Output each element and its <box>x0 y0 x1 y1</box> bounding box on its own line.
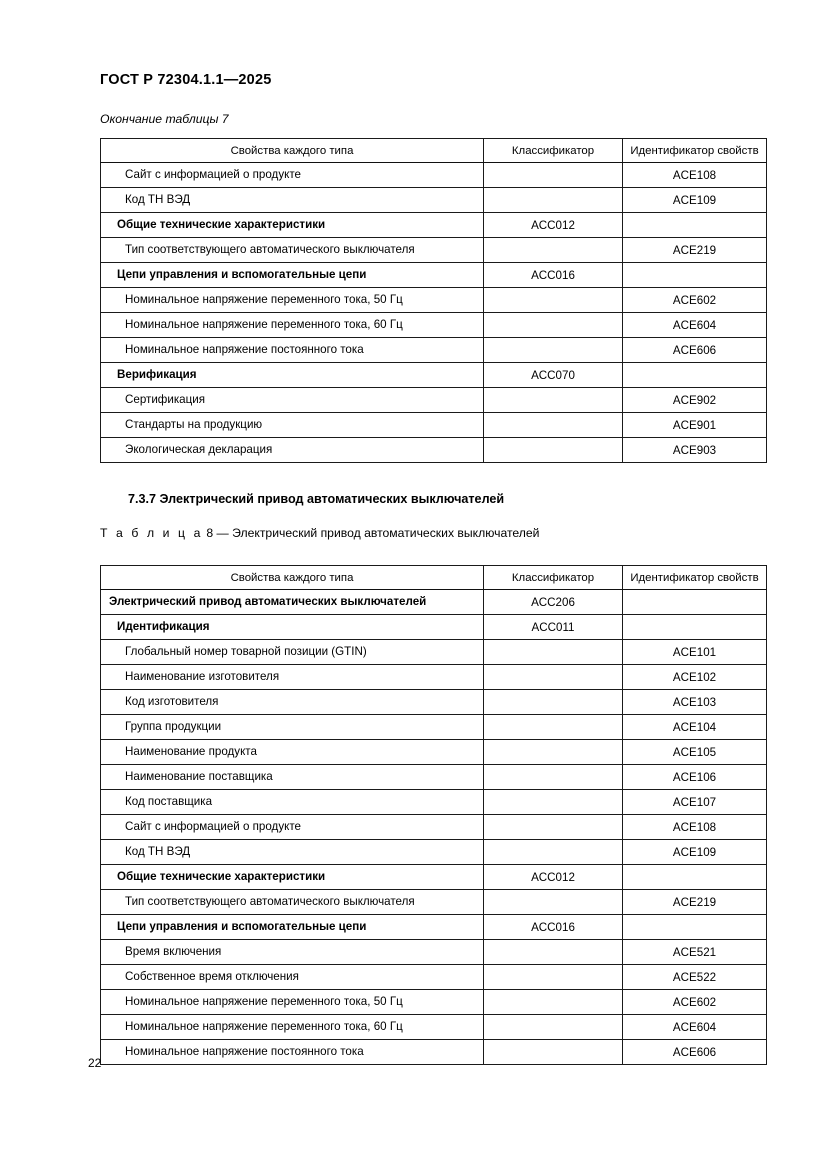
table-row <box>101 765 767 790</box>
cell-identifier: ACE101 <box>623 640 767 665</box>
cell-property <box>101 640 484 665</box>
table-row <box>101 438 767 463</box>
property-label: Код ТН ВЭД <box>125 845 191 859</box>
section-heading-7-3-7: 7.3.7 Электрический привод автоматических выключателей <box>128 492 505 506</box>
cell-identifier: ACE109 <box>623 188 767 213</box>
cell-classifier <box>484 715 623 740</box>
cell-property <box>101 238 484 263</box>
cell-identifier: ACE105 <box>623 740 767 765</box>
cell-property <box>101 765 484 790</box>
table-row <box>101 840 767 865</box>
property-label: Собственное время отключения <box>125 970 299 984</box>
cell-classifier: ACC016 <box>484 915 623 940</box>
cell-classifier: ACC012 <box>484 865 623 890</box>
cell-identifier: ACE602 <box>623 288 767 313</box>
cell-identifier <box>623 615 767 640</box>
property-label: Номинальное напряжение переменного тока, 60 Гц <box>125 318 403 332</box>
table-8-caption <box>100 526 540 540</box>
cell-property <box>101 163 484 188</box>
cell-identifier: ACE901 <box>623 413 767 438</box>
cell-identifier: ACE902 <box>623 388 767 413</box>
table-row <box>101 263 767 288</box>
table-row <box>101 990 767 1015</box>
table-row <box>101 740 767 765</box>
cell-property <box>101 815 484 840</box>
cell-classifier: ACC206 <box>484 590 623 615</box>
cell-property <box>101 338 484 363</box>
table-7-caption: Окончание таблицы 7 <box>100 112 229 126</box>
table-7-header-row <box>101 139 767 163</box>
cell-property <box>101 590 484 615</box>
property-label: Глобальный номер товарной позиции (GTIN) <box>125 645 367 659</box>
cell-identifier: ACE606 <box>623 1040 767 1065</box>
cell-classifier: ACC070 <box>484 363 623 388</box>
property-label: Общие технические характеристики <box>117 870 326 884</box>
cell-property <box>101 740 484 765</box>
cell-property <box>101 413 484 438</box>
table-row <box>101 940 767 965</box>
property-label: Номинальное напряжение переменного тока, 50 Гц <box>125 293 403 307</box>
table-8-body <box>101 590 767 1065</box>
table-row <box>101 188 767 213</box>
table-row <box>101 615 767 640</box>
property-label: Сайт с информацией о продукте <box>125 820 301 834</box>
cell-classifier <box>484 890 623 915</box>
property-label: Номинальное напряжение постоянного тока <box>125 1045 364 1059</box>
cell-property <box>101 188 484 213</box>
table-row <box>101 413 767 438</box>
cell-classifier <box>484 965 623 990</box>
property-label: Номинальное напряжение переменного тока, 60 Гц <box>125 1020 403 1034</box>
property-label: Номинальное напряжение постоянного тока <box>125 343 364 357</box>
column-header-identifier: Идентификатор свойств <box>623 566 767 590</box>
cell-identifier <box>623 865 767 890</box>
table-row <box>101 790 767 815</box>
table-8-caption-word: Т а б л и ц а <box>100 526 203 540</box>
cell-identifier: ACE108 <box>623 163 767 188</box>
table-row <box>101 288 767 313</box>
cell-classifier <box>484 388 623 413</box>
cell-identifier: ACE604 <box>623 1015 767 1040</box>
cell-identifier: ACE606 <box>623 338 767 363</box>
cell-classifier <box>484 1015 623 1040</box>
cell-classifier <box>484 163 623 188</box>
cell-classifier <box>484 990 623 1015</box>
table-8-caption-text: 8 — Электрический привод автоматических выключателей <box>206 526 540 540</box>
cell-classifier <box>484 1040 623 1065</box>
table-row <box>101 915 767 940</box>
cell-identifier: ACE903 <box>623 438 767 463</box>
table-row <box>101 1015 767 1040</box>
property-label: Цепи управления и вспомогательные цепи <box>117 268 367 282</box>
cell-classifier <box>484 690 623 715</box>
cell-identifier: ACE522 <box>623 965 767 990</box>
table-row <box>101 715 767 740</box>
property-label: Цепи управления и вспомогательные цепи <box>117 920 367 934</box>
table-7-properties <box>100 138 767 463</box>
cell-identifier <box>623 915 767 940</box>
cell-identifier: ACE103 <box>623 690 767 715</box>
property-label: Наименование поставщика <box>125 770 273 784</box>
property-label: Код изготовителя <box>125 695 219 709</box>
cell-property <box>101 438 484 463</box>
cell-classifier <box>484 790 623 815</box>
table-8-properties <box>100 565 767 1065</box>
table-row <box>101 640 767 665</box>
property-label: Сертификация <box>125 393 205 407</box>
cell-identifier: ACE107 <box>623 790 767 815</box>
cell-classifier <box>484 940 623 965</box>
table-row <box>101 865 767 890</box>
cell-classifier: ACC011 <box>484 615 623 640</box>
property-label: Верификация <box>117 368 197 382</box>
cell-classifier <box>484 413 623 438</box>
property-label: Сайт с информацией о продукте <box>125 168 301 182</box>
table-row <box>101 213 767 238</box>
cell-classifier <box>484 238 623 263</box>
column-header-classifier: Классификатор <box>484 566 623 590</box>
property-label: Стандарты на продукцию <box>125 418 263 432</box>
table-7-body <box>101 163 767 463</box>
column-header-property: Свойства каждого типа <box>101 566 484 590</box>
table-row <box>101 238 767 263</box>
table-row <box>101 665 767 690</box>
table-row <box>101 590 767 615</box>
cell-property <box>101 890 484 915</box>
property-label: Электрический привод автоматических выключателей <box>109 595 427 609</box>
table-row <box>101 890 767 915</box>
cell-identifier: ACE219 <box>623 890 767 915</box>
cell-identifier <box>623 363 767 388</box>
property-label: Номинальное напряжение переменного тока, 50 Гц <box>125 995 403 1009</box>
cell-identifier: ACE108 <box>623 815 767 840</box>
cell-property <box>101 865 484 890</box>
cell-classifier: ACC012 <box>484 213 623 238</box>
cell-classifier <box>484 288 623 313</box>
cell-identifier: ACE102 <box>623 665 767 690</box>
cell-identifier: ACE521 <box>623 940 767 965</box>
cell-property <box>101 313 484 338</box>
table-8-head <box>101 566 767 590</box>
cell-property <box>101 213 484 238</box>
cell-property <box>101 1040 484 1065</box>
table-row <box>101 363 767 388</box>
cell-classifier <box>484 815 623 840</box>
cell-classifier: ACC016 <box>484 263 623 288</box>
cell-classifier <box>484 840 623 865</box>
cell-classifier <box>484 765 623 790</box>
table-row <box>101 690 767 715</box>
cell-property <box>101 690 484 715</box>
cell-property <box>101 288 484 313</box>
cell-classifier <box>484 188 623 213</box>
property-label: Наименование продукта <box>125 745 257 759</box>
cell-property <box>101 363 484 388</box>
cell-identifier: ACE602 <box>623 990 767 1015</box>
property-label: Экологическая декларация <box>125 443 273 457</box>
property-label: Наименование изготовителя <box>125 670 280 684</box>
cell-classifier <box>484 740 623 765</box>
cell-identifier: ACE219 <box>623 238 767 263</box>
running-head-standard-designation: ГОСТ Р 72304.1.1—2025 <box>100 72 272 88</box>
column-header-property: Свойства каждого типа <box>101 139 484 163</box>
property-label: Идентификация <box>117 620 210 634</box>
cell-identifier <box>623 213 767 238</box>
cell-identifier: ACE106 <box>623 765 767 790</box>
property-label: Общие технические характеристики <box>117 218 326 232</box>
cell-property <box>101 965 484 990</box>
property-label: Код поставщика <box>125 795 213 809</box>
table-row <box>101 163 767 188</box>
cell-property <box>101 388 484 413</box>
cell-property <box>101 263 484 288</box>
property-label: Тип соответствующего автоматического выключателя <box>125 895 415 909</box>
property-label: Тип соответствующего автоматического выключателя <box>125 243 415 257</box>
cell-property <box>101 915 484 940</box>
cell-property <box>101 1015 484 1040</box>
cell-property <box>101 715 484 740</box>
cell-property <box>101 840 484 865</box>
cell-property <box>101 790 484 815</box>
cell-classifier <box>484 338 623 363</box>
cell-property <box>101 940 484 965</box>
cell-property <box>101 990 484 1015</box>
property-label: Время включения <box>125 945 222 959</box>
table-row <box>101 338 767 363</box>
cell-identifier: ACE604 <box>623 313 767 338</box>
table-7-head <box>101 139 767 163</box>
table-row <box>101 313 767 338</box>
cell-classifier <box>484 640 623 665</box>
table-row <box>101 1040 767 1065</box>
cell-identifier: ACE104 <box>623 715 767 740</box>
cell-classifier <box>484 438 623 463</box>
cell-identifier <box>623 263 767 288</box>
cell-classifier <box>484 665 623 690</box>
table-row <box>101 965 767 990</box>
cell-classifier <box>484 313 623 338</box>
page-number: 22 <box>88 1056 102 1070</box>
table-row <box>101 388 767 413</box>
column-header-identifier: Идентификатор свойств <box>623 139 767 163</box>
cell-property <box>101 615 484 640</box>
cell-property <box>101 665 484 690</box>
table-row <box>101 815 767 840</box>
cell-identifier <box>623 590 767 615</box>
cell-identifier: ACE109 <box>623 840 767 865</box>
table-8-header-row <box>101 566 767 590</box>
property-label: Код ТН ВЭД <box>125 193 191 207</box>
property-label: Группа продукции <box>125 720 222 734</box>
column-header-classifier: Классификатор <box>484 139 623 163</box>
